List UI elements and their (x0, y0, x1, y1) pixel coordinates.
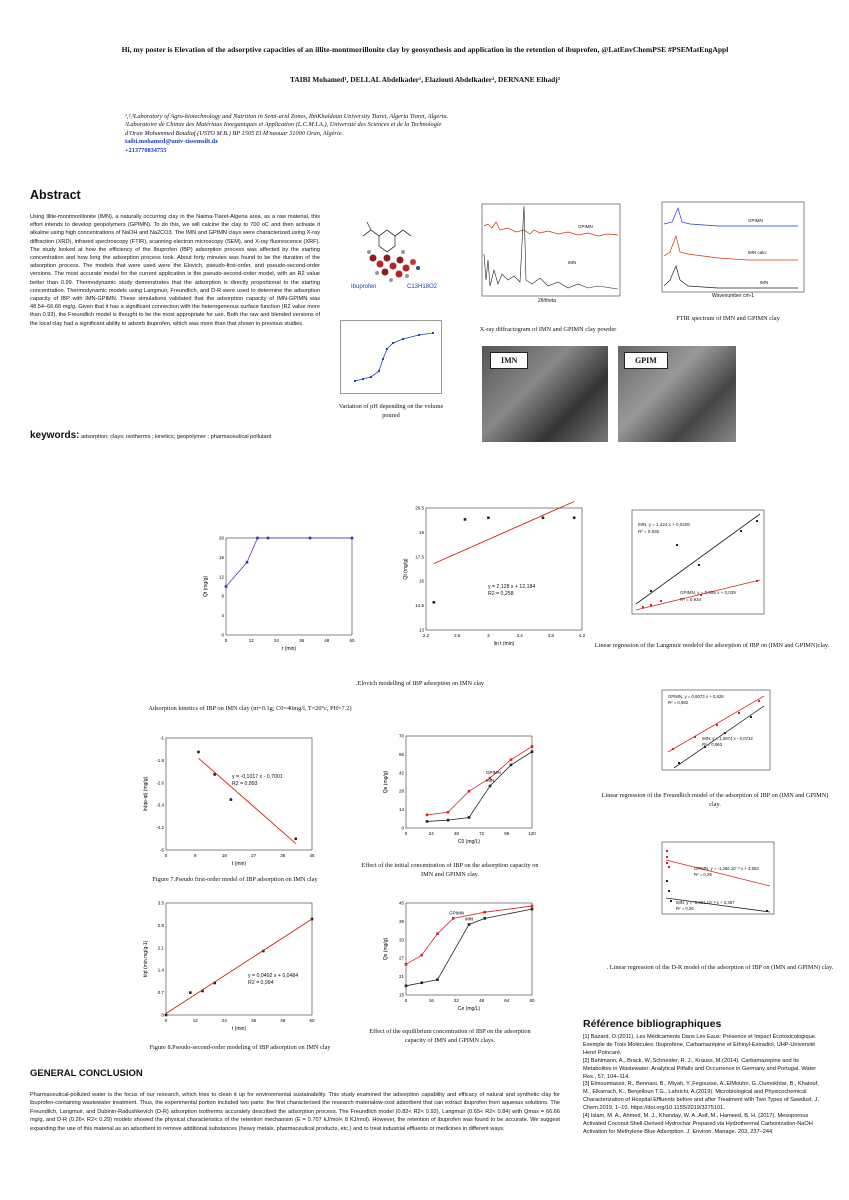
y-tick-label: 2.1 (157, 945, 164, 951)
y-tick-label: -3.4 (156, 802, 164, 808)
y-tick-label: 0 (221, 632, 224, 638)
data-point (452, 917, 455, 920)
data-point (510, 764, 513, 767)
x-tick-label: 48 (453, 831, 459, 836)
freundlich-eq-gpimn: GPIMN, y = 0,6073 x + 0,628 (668, 694, 724, 699)
y-tick-label: -1 (159, 735, 164, 741)
data-point (447, 819, 450, 822)
plot-frame (166, 903, 312, 1015)
y-tick-label: 27 (398, 955, 404, 961)
x-tick-label: 18 (221, 853, 227, 858)
y-tick-label: 45 (398, 900, 404, 906)
x-tick-label: 36 (299, 638, 305, 643)
dr-eq-imn: IMN, y = -5,861.10⁻⁸ x + 3,367 (676, 900, 735, 905)
x-tick-label: 12 (192, 1018, 198, 1023)
data-point (246, 561, 249, 564)
references-list (583, 1034, 823, 1137)
pso-equation: y = 0,0492 x + 0,0484 (248, 973, 299, 979)
xrd-caption: X-ray diffractogram of IMN and GPIMN clay powder (479, 326, 617, 333)
x-tick-label: 3.8 (547, 633, 554, 638)
pso-plot (140, 895, 320, 1035)
y-tick-label: 0.7 (157, 990, 164, 996)
y-tick-label: 39 (398, 918, 404, 924)
y-tick-label: 16 (218, 554, 224, 560)
dr-eq-gpimn: GPIMN, y = -1,266.10⁻⁸ x + 3,582 (694, 866, 759, 871)
y-tick-label: 15 (398, 992, 404, 998)
x-tick-label: 48 (280, 1018, 286, 1023)
reference-item: [4] Islam, M. A., Ahmed, M. J., Khanday, W. A.,Asif, M., Hameed, B. H. (2017). Mesoporous Activated Coconut Shell-Derived Hydrochar Prepared via Hydrothermal Carbonization-NaOH Activation for Methylene Blue Adsorption. J. Environ. Manage. 203, 237–244. (583, 1113, 813, 1135)
ph-curve-plot (341, 321, 441, 393)
data-point (468, 816, 471, 819)
ph-variation-chart (340, 320, 442, 394)
keywords-label: keywords: (30, 430, 80, 441)
data-point (351, 537, 354, 540)
y-axis-label: Qe (mg/g) (383, 770, 389, 794)
data-point (436, 932, 439, 935)
pfo-plot (140, 730, 320, 870)
data-point (531, 905, 534, 908)
kinetics-chart (200, 530, 360, 655)
data-point (483, 911, 486, 914)
x-axis-label: lin t (min) (493, 641, 515, 647)
dr-r2-gpimn: R² = 0,29 (694, 872, 712, 877)
y-tick-label: 16 (418, 578, 424, 584)
y-tick-label: 56 (398, 751, 404, 757)
x-tick-label: 0 (404, 998, 408, 1003)
langmuir-eq-gpimn: GPIMN, y = 0,595 x + 0,039 (680, 590, 736, 595)
y-tick-label: 19 (418, 529, 424, 535)
kinetics-plot (200, 530, 360, 655)
y-tick-label: 21 (398, 974, 404, 980)
x-tick-label: 72 (479, 831, 485, 836)
x-tick-label: 24 (221, 1018, 227, 1023)
dr-caption: . Linear regression of the D-R model of the adsorption of IBP on (IMN and GPIMN) clay. (606, 964, 834, 971)
reference-item: [3] Elmoumtassir, R., Bennani, B., Miyah, Y.,Fegousse, A.,ElMouhri, G.,Oumokhtar, B., Khatouf, M., Elkarrach, K., Benjelloun T.G., Lahrichi, A.(2019). Microbiological and Physicochemical Characterization of Hospital Effluents before and after Treatment with Two Types of Sawdust. J. Chem.2019, 1–10. https://doi.org/10.1155/2019/3275101. (583, 1081, 819, 1112)
pfo-caption: Figure 7.Pseudo first-order model of IBP adsorption on IMN clay (152, 876, 318, 883)
y-tick-label: 42 (398, 770, 404, 776)
phone: +213770834755 (125, 146, 167, 154)
dr-plot (654, 838, 780, 922)
plot-frame (406, 736, 532, 828)
email-link[interactable]: taibi.mohamed@univ-tissemsilt.dz (125, 138, 218, 146)
affiliation-2: ²Laboratoire de Chimie des Matériaux Inorganiques et Application (L.C.M.I.A.), Université des Sciences et de la Technologie d'Oran Mohammed Boudiaf (USTO M.B.) BP 1505 El M'naouar 31000 Oran, Algérie. (125, 121, 442, 137)
data-point (225, 585, 228, 588)
xrd-xlabel: 2θ/theta (538, 298, 557, 304)
ftir-plot (648, 200, 808, 300)
y-tick-label: 20 (218, 535, 224, 541)
sem-label-imn: IMN (490, 352, 528, 369)
x-tick-label: 60 (349, 638, 355, 643)
x-tick-label: 45 (309, 853, 315, 858)
data-point (256, 537, 259, 540)
data-point (531, 745, 534, 748)
xrd-series-imn: IMN (568, 260, 577, 265)
series-label: IMN (486, 777, 495, 783)
abstract-heading: Abstract (30, 188, 81, 202)
y-tick-label: 1.4 (157, 967, 164, 973)
eqconc-plot (380, 895, 540, 1015)
langmuir-chart (620, 506, 780, 626)
data-point (464, 518, 467, 521)
data-point (436, 978, 439, 981)
x-tick-label: 32 (453, 998, 459, 1003)
pseudo-second-order-chart (140, 895, 320, 1035)
freundlich-r2-gpimn: R² = 0,982 (668, 700, 689, 705)
y-tick-label: 28 (398, 788, 404, 794)
x-axis-label: t (min) (231, 1026, 247, 1032)
y-tick-label: 4 (221, 613, 224, 619)
x-tick-label: 0 (164, 1018, 168, 1023)
ftir-series-gpimn: GPIMN (748, 218, 763, 223)
langmuir-eq-imn: IMN, y = 1,424 x + 0,0206 (638, 522, 690, 527)
data-point (426, 814, 429, 817)
reference-item: [2] Bahlmann, A., Brack, W.,Schneider, R. J., Krauss, M.(2014). Carbamazepine and Its Metabolites in Wastewater: Analytical Pitfalls and Occurrence in Germany and Portugal. Water Res., 57, 104–114. (583, 1057, 817, 1080)
y-tick-label: 3.5 (157, 900, 164, 906)
data-point (405, 963, 408, 966)
ibuprofen-molecule-figure (343, 218, 443, 296)
pfo-equation: y = -0,1017 x - 0,7001 (232, 774, 283, 780)
sem-image-imn (482, 346, 608, 442)
ftir-series-imn: IMN (760, 280, 769, 285)
x-tick-label: 80 (529, 998, 535, 1003)
x-tick-label: 9 (193, 853, 197, 858)
y-tick-label: 8 (221, 593, 224, 599)
series-label: GPIMN (449, 910, 465, 916)
freundlich-caption: Linear regression of the Freundlich model of the adsorption of IBP on (IMN and GPIMN) clay. (601, 792, 829, 808)
poster-title: Hi, my poster is Elevation of the adsorptive capacities of an illite-montmorillonite clay by geosynthesis and application in the retention of ibuprofen, @LatEnvChemPSE #PSEMatEngAppl (121, 45, 729, 54)
freundlich-r2-imn: R² = 0,963 (702, 742, 723, 747)
affiliation-1: ¹,²,³Laboratory of Agro-biotechnology and Nutrition in Semi-arid Zones, IbnKhaldoun University Tiaret, Algeria Tiaret, Algeria. (125, 113, 449, 120)
data-point (294, 838, 297, 841)
langmuir-r2-imn: R² = 0,936 (638, 529, 660, 534)
freundlich-chart (654, 686, 774, 780)
reference-item: [1] Bazard, O.(2011). Les Médicaments Dans Les Eaux: Présence et Impact Écotoxicologique. Exemple de Trois Molécules: Ibuprofène, Carbamazépine et Ethinyl-Estradiol, UHP-Université Henri Poincaré, (583, 1034, 817, 1056)
y-tick-label: 2.8 (157, 922, 164, 928)
y-axis-label: Qe (mg/g) (383, 937, 389, 961)
series-line (427, 747, 532, 815)
ibuprofen-formula: C13H18O2 (407, 284, 438, 290)
x-tick-label: 96 (504, 831, 510, 836)
data-point (542, 516, 545, 519)
ftir-series-imn-calci: IMN calci (748, 250, 767, 255)
plot-frame (426, 508, 582, 630)
data-point (309, 537, 312, 540)
data-point (165, 1014, 168, 1017)
y-tick-label: -5 (159, 847, 164, 853)
dr-r2-imn: R² = 0,26 (676, 906, 694, 911)
y-tick-label: -1.8 (156, 757, 164, 763)
x-tick-label: 12 (248, 638, 254, 643)
y-tick-label: 33 (398, 937, 404, 943)
initconc-caption: Effect of the initial concentration of IBP on the adsorption capacity on IMN and GPIMN clay. (361, 862, 539, 878)
x-tick-label: 48 (324, 638, 330, 643)
xrd-plot (468, 200, 624, 308)
y-tick-label: 12 (218, 574, 224, 580)
data-point (405, 985, 408, 988)
data-point (230, 798, 233, 801)
data-point (189, 991, 192, 994)
x-axis-label: C0 (mg/L) (457, 839, 481, 845)
y-tick-label: 0 (401, 825, 404, 831)
affiliations (125, 113, 455, 155)
x-tick-label: 3.4 (516, 633, 523, 638)
x-tick-label: 27 (251, 853, 257, 858)
y-axis-label: t/qt (min.mg/g-1) (143, 940, 149, 978)
data-point (197, 751, 200, 754)
data-point (487, 516, 490, 519)
pseudo-first-order-chart (140, 730, 320, 870)
y-tick-label: 0 (161, 1012, 164, 1018)
ftir-caption: FTIR spectrum of IMN and GPIMN clay (676, 315, 780, 322)
data-point (267, 537, 270, 540)
x-tick-label: 16 (428, 998, 434, 1003)
x-tick-label: 2.6 (454, 633, 461, 638)
x-tick-label: 64 (504, 998, 510, 1003)
y-tick-label: -4.2 (156, 825, 164, 831)
data-point (573, 516, 576, 519)
data-point (531, 908, 534, 911)
conclusion-body: Pharmaceutical-polluted water is the focus of our research, which tries to clean it up for environmental sustainability. This study examined the adsorption capability and efficacy of natural and synthetic clay for ibuprofen-containing wastewater treatment. Thus, the experimental portion included two parts: the first characterised the research materialow-cost adsorbent that can extract ibuprofen from aqueous solutions. The Freundlich, Langmuir, and Dubinin-Radushkevich (D-R) adsorption isotherms accurately described the adsorption process. The Freundlich model (0.82< R2< 0.92), Langmuir (0.65< R2< 0.84) with Qmax = 66.66 mg/g, and D-R (0.26< R2< 0.29) models showed the physical characteristics of the retention mechanism (E = 0.707 kJ/mol< 8 KJ/mol). However, the retention of ibuprofen was found to be accurate. We suggest expanding the use of this material as an adsorbent to remove additional substances (heavy metals, pharmaceutical products, etc.) and to treat industrial effluents or medicines in different ways. (30, 1092, 560, 1132)
xrd-series-gpimn: GPIMN (578, 224, 593, 229)
dr-chart (654, 838, 780, 922)
x-tick-label: 24 (273, 638, 279, 643)
x-tick-label: 2.2 (422, 633, 430, 638)
elovich-equation: y = 2,128 x + 12,184 (488, 584, 536, 590)
data-point (510, 758, 513, 761)
data-point (420, 954, 423, 957)
y-tick-label: 17.5 (415, 554, 424, 560)
pfo-r2: R2 = 0,893 (232, 781, 258, 787)
data-point (468, 790, 471, 793)
data-point (420, 981, 423, 984)
ibuprofen-label: Ibuprofen (351, 284, 377, 290)
keywords (30, 431, 320, 442)
regression-line (434, 501, 574, 563)
series-label: IMN (465, 916, 474, 922)
authors: TAIBI Mohamed¹, DELLAL Abdelkader¹, Elaziouti Abdelkader², DERNANE Elhadj³ (290, 75, 560, 84)
ftir-xlabel: Wavenumber cm-1 (712, 293, 755, 299)
y-tick-label: 70 (398, 733, 404, 739)
data-point (426, 820, 429, 823)
x-tick-label: 0 (404, 831, 408, 836)
series-label: GPIMN (486, 770, 501, 776)
y-axis-label: Qt (mg/g) (203, 575, 209, 598)
elovich-plot (400, 500, 590, 650)
x-axis-label: t (min) (231, 861, 247, 867)
elovich-r2: R2 = 0,258 (488, 591, 514, 597)
y-axis-label: Qt (mg/g) (403, 558, 409, 580)
pso-r2: R2 = 0,994 (248, 980, 274, 986)
x-tick-label: 0 (224, 638, 228, 643)
initial-concentration-chart (380, 728, 540, 848)
langmuir-caption: Linear regression of the Langmuir modelof the adsorption of IBP on (IMN and GPIMN)clay. (594, 642, 830, 649)
conclusion-heading: GENERAL CONCLUSION (30, 1068, 143, 1079)
langmuir-r2-gpimn: R² = 0,934 (680, 597, 702, 602)
x-axis-label: Ce (mg/L) (457, 1006, 481, 1012)
series-line (226, 538, 352, 587)
eqconc-caption: Effect of the equilibrium concentration of IBP on the adsorption capacity of IMN and GPIMN clays. (369, 1028, 531, 1044)
x-tick-label: 48 (479, 998, 485, 1003)
sem-image-gpimn (618, 346, 736, 442)
elovich-chart (400, 500, 590, 650)
equilibrium-concentration-chart (380, 895, 540, 1015)
plot-frame (226, 538, 352, 635)
data-point (489, 785, 492, 788)
elovich-caption: .Elovich modelling of IBP adsorption on IMN clay (355, 680, 485, 687)
y-tick-label: 14 (398, 807, 404, 813)
abstract-body: Using Illite-montmorillonite (IMN), a naturally occurring clay in the Naima-Tiaret-Algeria area, as a raw material, this effort intends to develop geopolymers (GPIMN). To do this, we will calcine the clay to 700 oC and then activate it alkaline using high concentrations of NaOH and Na2CO3. The IMN and GPIMN clays were characterized using X-ray diffraction (XRD), infrared spectroscopy (FTIR), scanning electron microscopy (SEM), and X-ray fluorescence (XRF). The study looked at how the efficiency of the Ibuprofen (IBP) adsorption process was affected by the starting concentration and how long the adsorption process took. About forty minutes was found to be the duration of the adsorption process. The models that were used were the Elovich, pseudo-first-order, and pseudo-second-order versions. The most accurate model for the current application is the pseudo-second-order model, with an R2 value better than 0.99. Thermodynamic study demonstrates that the adsorption is directly proportional to the starting concentration. Thermodynamic models using Langmuir, Freundlich, and D-R were used to determine the adsorption capacity of IBP with IMN-GPIMN. These simulations validated that the adsorption capacity of IMN-GPIMN was 48.54–66.66 mg/g. Given that it has a significant connection with the heterogeneous surface function (R2 value more than 0.93), the Freundlich model is thought to be the most appropriate for use. Both the raw and blended versions of the local clay had a significant ability to adsorb ibuprofen, which was more than that shown in previous studies. (30, 214, 320, 327)
data-point (483, 917, 486, 920)
data-point (531, 750, 534, 753)
data-point (468, 923, 471, 926)
regression-line (198, 758, 295, 843)
x-axis-label: t (min) (281, 646, 297, 652)
x-tick-label: 0 (164, 853, 168, 858)
x-tick-label: 120 (528, 831, 536, 836)
x-tick-label: 36 (280, 853, 286, 858)
freundlich-eq-imn: IMN, y = 1,0874 x - 0,0712 (702, 736, 753, 741)
references-heading: Référence bibliographiques (583, 1018, 722, 1030)
series-line (427, 752, 532, 822)
y-tick-label: 14.5 (415, 603, 424, 609)
keywords-text: adsorption; clays; isotherms ; kinetics; geopolymer ; pharmaceutical pollutant (81, 434, 272, 440)
x-tick-label: 3 (487, 633, 490, 638)
initconc-plot (380, 728, 540, 848)
data-point (433, 601, 436, 604)
x-tick-label: 36 (251, 1018, 257, 1023)
y-axis-label: ln(qe-qt) (mg/g) (143, 776, 149, 812)
regression-line (166, 919, 312, 1013)
x-tick-label: 24 (428, 831, 434, 836)
kinetics-caption: Adsorption kinetics of IBP on IMN clay (m=0.1g; C0=40mg/l, T=20°c, PH=7.2) (148, 705, 352, 712)
y-tick-label: 13 (418, 627, 424, 633)
ftir-chart (648, 200, 808, 300)
ph-caption: Variation of pH depending on the volume poured (338, 403, 444, 419)
data-point (447, 811, 450, 814)
y-tick-label: -2.6 (156, 780, 164, 786)
pso-caption: Figure 8.Pseudo-second-order modeling of IBP adsorption on IMN clay (149, 1044, 331, 1051)
xrd-chart (468, 200, 624, 308)
x-tick-label: 60 (309, 1018, 315, 1023)
series-line (406, 906, 532, 964)
x-tick-label: 4.2 (578, 633, 586, 638)
sem-label-gpimn: GPIM (624, 352, 668, 369)
y-tick-label: 20.5 (415, 505, 424, 511)
